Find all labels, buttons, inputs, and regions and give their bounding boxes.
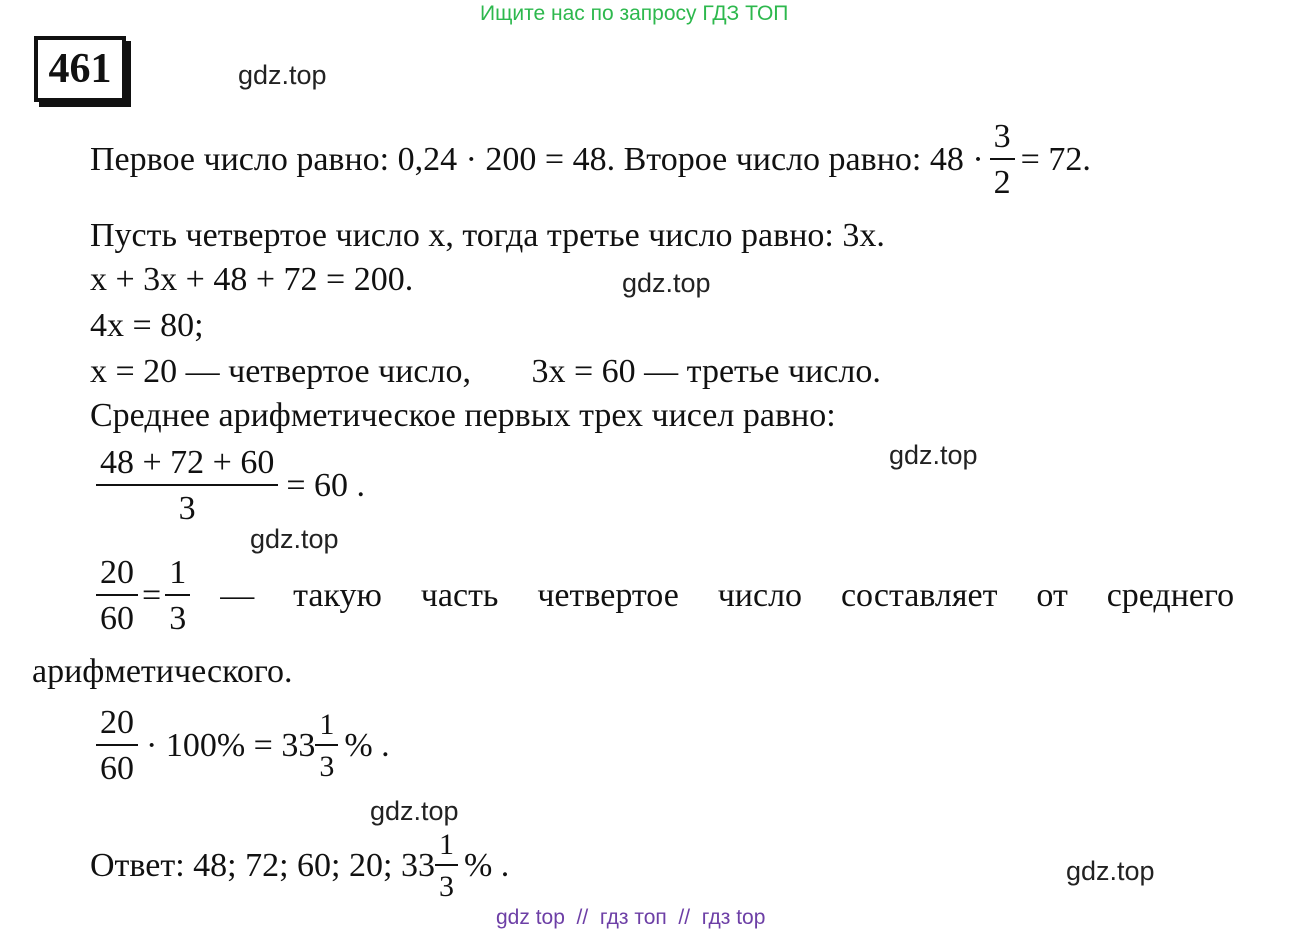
percent-text: · 100% = 33 (146, 727, 316, 764)
fraction-numerator: 20 (96, 706, 138, 746)
watermark: gdz.top (238, 60, 327, 90)
third-number-text: 3x = 60 — третье число. (531, 353, 881, 390)
equation-line: 4x = 80; (90, 307, 204, 344)
bottom-banner: gdz top // гдз топ // гдз top (496, 906, 766, 929)
fraction-20-60 (96, 556, 138, 636)
fraction-numerator: 3 (990, 120, 1015, 160)
fraction-numerator: 20 (96, 556, 138, 596)
percent-sign: % . (344, 727, 390, 764)
fraction-denominator: 3 (438, 870, 454, 903)
watermark: gdz.top (1066, 856, 1155, 886)
percent-equation (96, 706, 390, 786)
answer-text: Ответ: 48; 72; 60; 20; 33 (90, 847, 435, 884)
solution-line-2: Пусть четвертое число x, тогда третье число равно: 3x. (90, 217, 885, 254)
equation-line: x + 3x + 48 + 72 = 200. (90, 261, 414, 298)
word: часть (420, 577, 499, 614)
ratio-line (96, 556, 1234, 636)
word: четвертое (537, 577, 679, 614)
word: число (717, 577, 803, 614)
fraction-numerator: 1 (315, 710, 338, 746)
mean-result: = 60 . (286, 467, 366, 504)
fraction-denominator: 3 (169, 600, 187, 637)
fraction-denominator: 60 (100, 600, 134, 637)
mean-equation (96, 446, 365, 526)
fraction-numerator: 48 + 72 + 60 (96, 446, 278, 486)
answer-line (90, 830, 509, 902)
line-1-result: = 72. (1020, 141, 1091, 178)
solution-line-5 (90, 352, 881, 392)
fraction-denominator: 60 (100, 750, 134, 787)
fraction-numerator: 1 (435, 830, 458, 866)
equals-sign: = (142, 577, 162, 614)
top-banner: Ищите нас по запросу ГДЗ ТОП (480, 2, 789, 25)
fraction-one-third (315, 710, 338, 782)
solution-line-6: Среднее арифметическое первых трех чисел равно: (90, 397, 836, 434)
fraction-denominator: 3 (178, 490, 196, 527)
fraction-denominator: 2 (993, 164, 1011, 201)
line-1-text: Первое число равно: 0,24 · 200 = 48. Второе число равно: 48 · (90, 141, 984, 178)
fraction-numerator: 1 (165, 556, 190, 596)
fraction-denominator: 3 (319, 750, 335, 783)
fraction-three-halves (990, 120, 1015, 200)
problem-number: 461 (34, 36, 126, 102)
solution-line-1 (90, 120, 1091, 200)
watermark: gdz.top (622, 268, 711, 298)
word: — (220, 577, 255, 614)
ratio-description (220, 576, 1234, 616)
answer-percent: % . (463, 847, 510, 884)
watermark: gdz.top (250, 524, 339, 554)
watermark: gdz.top (889, 440, 978, 470)
fourth-number-text: x = 20 — четвертое число, (90, 353, 471, 390)
word: такую (293, 577, 382, 614)
word: составляет (840, 577, 998, 614)
mean-fraction (96, 446, 278, 526)
fraction-one-third (435, 830, 458, 902)
word: от (1036, 577, 1068, 614)
fraction-one-third (165, 556, 190, 636)
watermark: gdz.top (370, 796, 459, 826)
word: среднего (1106, 577, 1235, 614)
fraction-20-60 (96, 706, 138, 786)
solution-line-9: арифметического. (32, 653, 293, 690)
